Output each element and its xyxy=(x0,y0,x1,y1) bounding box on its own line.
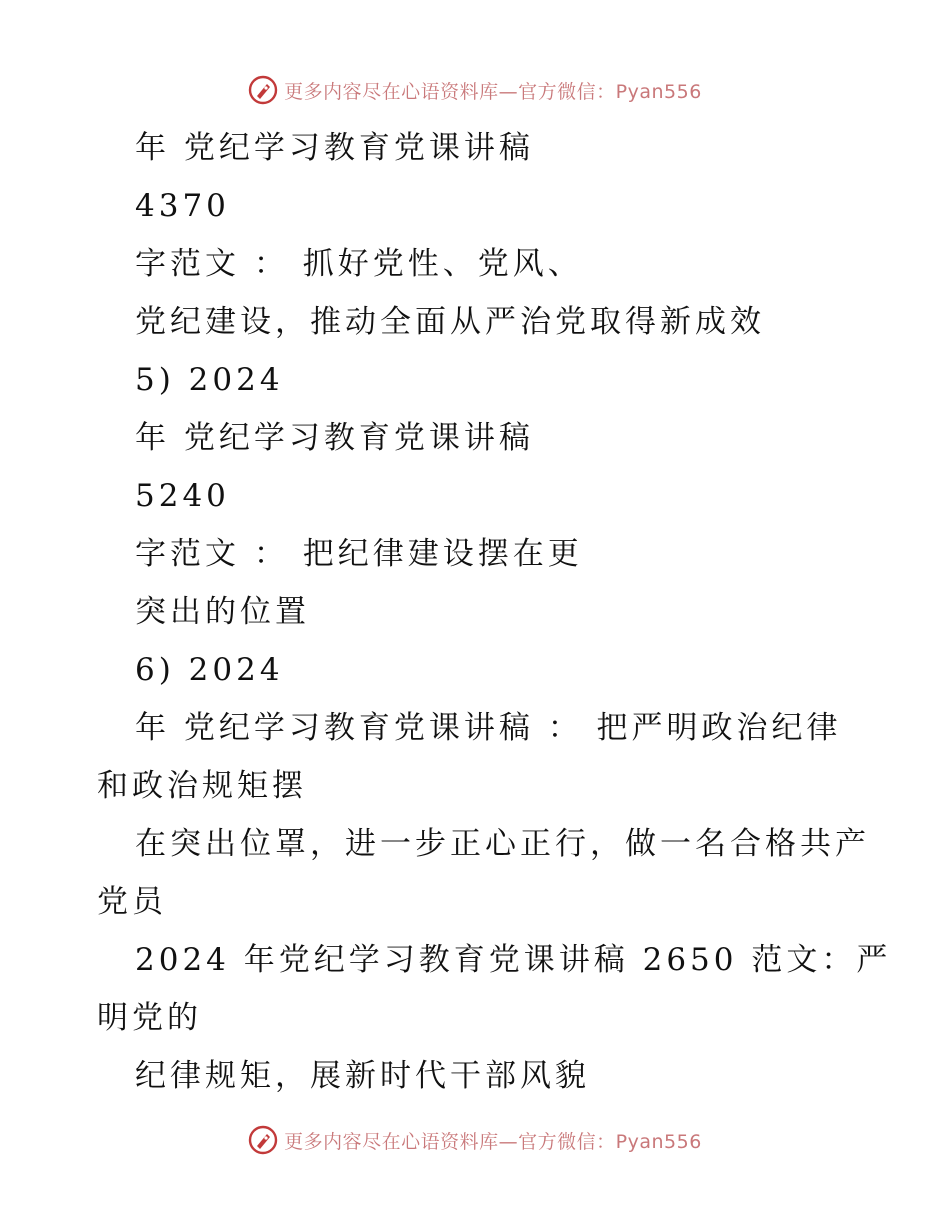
text-line: 5) 2024 xyxy=(135,362,284,398)
text-line: 字范文 ： 抓好党性、党风、 xyxy=(135,246,583,282)
header-watermark xyxy=(0,70,950,110)
text-line: 年 党纪学习教育党课讲稿 xyxy=(135,130,534,166)
text-line: 党纪建设，推动全面从严治党取得新成效 xyxy=(135,304,765,340)
watermark-text: 更多内容尽在心语资料库—官方微信：Pyan556 xyxy=(284,1130,702,1153)
text-line: 字范文 ： 把纪律建设摆在更 xyxy=(135,536,583,572)
text-line: 纪律规矩，展新时代干部风貌 xyxy=(135,1058,590,1094)
text-line: 年 党纪学习教育党课讲稿 xyxy=(135,420,534,456)
text-line: 2024 年党纪学习教育党课讲稿 2650 范文：严 xyxy=(135,942,892,978)
text-line: 突出的位置 xyxy=(135,594,310,630)
pen-nib-logo-icon xyxy=(248,75,278,105)
text-line: 明党的 xyxy=(97,1000,202,1036)
text-line: 4370 xyxy=(135,188,230,224)
pen-nib-logo-icon xyxy=(248,1125,278,1155)
text-line: 6) 2024 xyxy=(135,652,284,688)
text-line: 年 党纪学习教育党课讲稿 ： 把严明政治纪律 xyxy=(135,710,842,746)
watermark-text: 更多内容尽在心语资料库—官方微信：Pyan556 xyxy=(284,80,702,103)
text-line: 党员 xyxy=(97,884,167,920)
text-line: 和政治规矩摆 xyxy=(97,768,307,804)
text-line: 在突出位罩，进一步正心正行，做一名合格共产 xyxy=(135,826,870,862)
footer-watermark xyxy=(0,1120,950,1160)
text-line: 5240 xyxy=(135,478,230,514)
